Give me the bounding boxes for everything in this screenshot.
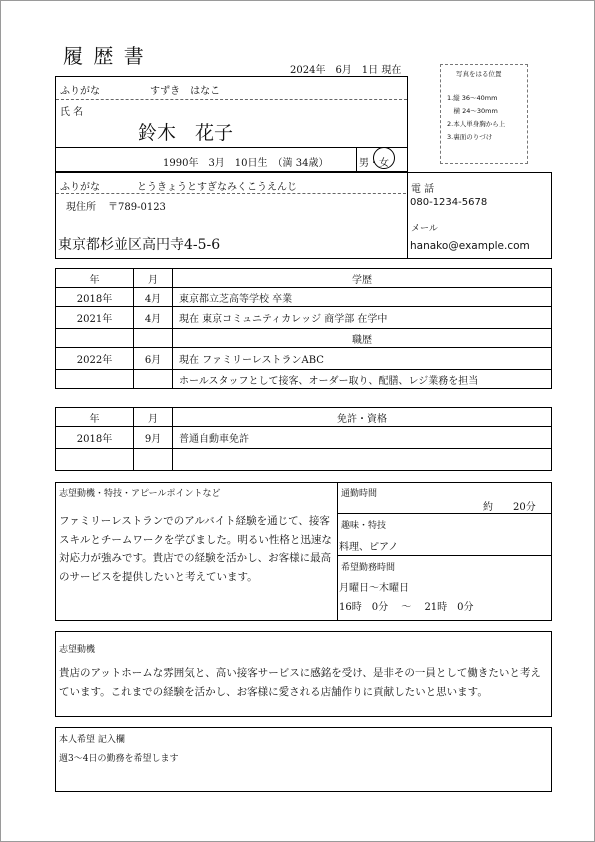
commute-label: 通勤時間 [341, 489, 378, 499]
contact-divider [407, 172, 408, 258]
cell-month: 9月 [134, 427, 173, 449]
cell-month: 4月 [134, 288, 173, 307]
request-text: 週3〜4日の勤務を希望します [59, 754, 179, 764]
photo-line: 横 24〜30mm [447, 107, 498, 115]
table-row [56, 449, 552, 471]
table-row [56, 427, 552, 449]
hours-time: 16時 0分 〜 21時 0分 [339, 602, 474, 613]
address-furigana-value: とうきょうとすぎなみくこうえんじ [137, 182, 297, 193]
name-label: 氏 名 [60, 107, 84, 118]
gender-separator: ・ [369, 158, 379, 169]
table-row [56, 348, 552, 370]
photo-line: 2.本人単身胸から上 [447, 120, 506, 128]
cell-year: 2018年 [56, 288, 134, 307]
date-line: 2024年 6月 1日 現在 [290, 65, 402, 76]
cell-month: 6月 [134, 348, 173, 370]
address-furigana-divider [56, 193, 406, 194]
photo-title: 写真をはる位置 [456, 70, 502, 78]
appeal-divider [337, 482, 338, 620]
postal-code: 〒789-0123 [108, 202, 166, 213]
hours-label: 希望勤務時間 [341, 563, 396, 573]
cell-year: 2018年 [56, 427, 134, 449]
appeal-text: ファミリーレストランでのアルバイト経験を通じて、接客スキルとチームワークを学びました。明るい性格と迅速な対応力が強みです。貴店での経験を活かし、お客様に最高のサービスを提供したいと考えています。 [59, 515, 332, 583]
cell-content: 現在 東京コミュニティカレッジ 商学部 在学中 [173, 307, 552, 329]
header-month: 月 [134, 269, 173, 288]
commute-divider [337, 513, 551, 514]
cell-year [56, 370, 134, 389]
table-row [56, 269, 552, 288]
address-label: 現住所 [66, 202, 96, 213]
cell-content [173, 449, 552, 471]
table-row [56, 408, 552, 427]
hobby-label: 趣味・特技 [341, 521, 387, 531]
header-year: 年 [56, 269, 134, 288]
gender-divider [356, 148, 357, 171]
name-value: 鈴木 花子 [138, 122, 234, 144]
photo-line: 3.裏面のりづけ [447, 133, 493, 141]
appeal-label: 志望動機・特技・アピールポイントなど [59, 489, 221, 499]
cell-content: 普通自動車免許 [173, 427, 552, 449]
cell-month [134, 329, 173, 348]
header-licenses: 免許・資格 [173, 408, 552, 427]
address-furigana-label: ふりがな [60, 182, 100, 193]
cell-month: 4月 [134, 307, 173, 329]
hours-days: 月曜日〜木曜日 [339, 583, 409, 594]
gender-female: 女 [379, 158, 389, 169]
motivation-text: 貴店のアットホームな雰囲気と、高い接客サービスに感銘を受け、是非その一員として働きたいと考えています。これまでの経験を活かし、お客様に愛される店舗作りに貢献したいと思います。 [59, 667, 541, 698]
table-row [56, 288, 552, 307]
phone-label: 電 話 [411, 184, 435, 195]
birth-line: 1990年 3月 10日生 （満 34歳） [163, 158, 329, 169]
phone-value: 080-1234-5678 [410, 197, 488, 208]
header-education: 学歴 [173, 269, 552, 288]
address-value: 東京都杉並区高円寺4-5-6 [58, 237, 221, 253]
photo-line: 1.縦 36〜40mm [447, 94, 498, 102]
cell-year [56, 449, 134, 471]
cell-content: 東京都立芝高等学校 卒業 [173, 288, 552, 307]
motivation-label: 志望動機 [59, 645, 96, 655]
cell-content: 現在 ファミリーレストランABC [173, 348, 552, 370]
document-title: 履 歴 書 [63, 44, 146, 68]
commute-value: 約 20分 [483, 502, 536, 513]
name-furigana-label: ふりがな [60, 86, 100, 97]
name-furigana-value: すずき はなこ [150, 86, 221, 97]
birth-divider [56, 147, 407, 148]
cell-year [56, 329, 134, 348]
header-year: 年 [56, 408, 134, 427]
licenses-table [55, 407, 552, 471]
work-history-header: 職歴 [173, 329, 552, 348]
mail-label: メール [411, 224, 438, 234]
photo-placeholder [440, 64, 528, 164]
cell-month [134, 370, 173, 389]
cell-year: 2022年 [56, 348, 134, 370]
cell-month [134, 449, 173, 471]
cell-year: 2021年 [56, 307, 134, 329]
table-row [56, 307, 552, 329]
table-row [56, 329, 552, 348]
mail-value: hanako@example.com [410, 240, 530, 252]
table-row [56, 370, 552, 389]
header-month: 月 [134, 408, 173, 427]
name-divider [56, 99, 407, 100]
request-label: 本人希望 記入欄 [59, 735, 125, 745]
gender-male: 男 [359, 158, 369, 169]
cell-content: ホールスタッフとして接客、オーダー取り、配膳、レジ業務を担当 [173, 370, 552, 389]
hobby-value: 料理、ピアノ [339, 542, 399, 553]
history-table [55, 268, 552, 389]
hobby-divider [337, 555, 551, 556]
